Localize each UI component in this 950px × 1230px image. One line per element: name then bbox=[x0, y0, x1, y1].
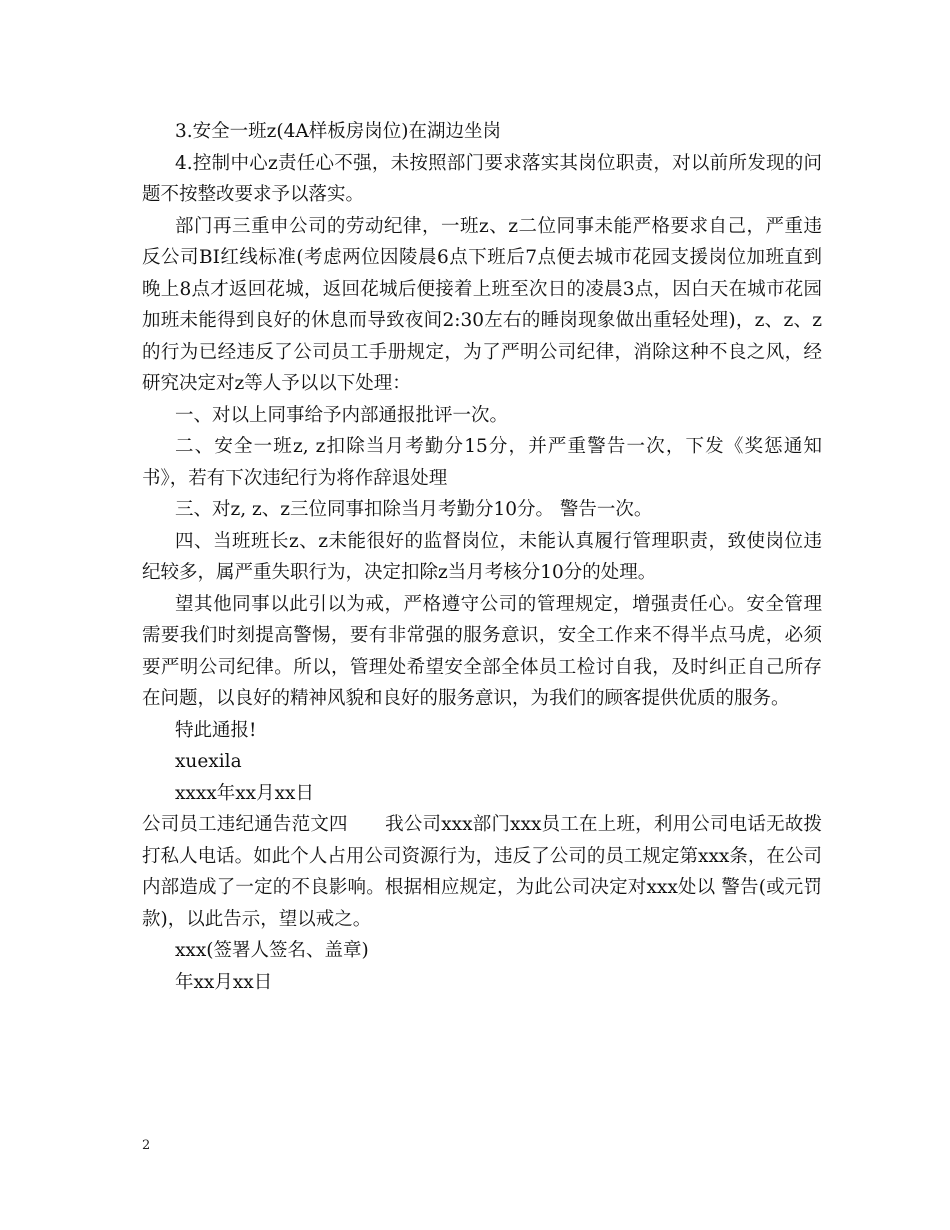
signature-date: xxxx年xx月xx日 bbox=[175, 782, 314, 804]
paragraph-sample-four: 公司员工违纪通告范文四 我公司xxx部门xxx员工在上班，利用公司电话无故拨打私人电话。如此个人占用公司资源行为，违反了公司的员工规定第xxx条，在公司内部造成了一定的不良影响。根据相应规定，为此公司决定对xxx处以 警告(或元罚款)，以此告示，望以戒之。 bbox=[142, 814, 822, 930]
signatory-date: 年xx月xx日 bbox=[175, 971, 273, 993]
paragraph-item-4: 4.控制中心z责任心不强，未按照部门要求落实其岗位职责，对以前所发现的问题不按整改要求予以落实。 bbox=[142, 152, 822, 205]
paragraph-decision-4: 四、当班班长z、z未能很好的监督岗位，未能认真履行管理职责，致使岗位违纪较多，属严重失职行为，决定扣除z当月考核分10分的处理。 bbox=[142, 530, 822, 583]
paragraph-item-3: 3.安全一班z(4A样板房岗位)在湖边坐岗 bbox=[175, 121, 501, 142]
paragraph-decision-1: 一、对以上同事给予内部通报批评一次。 bbox=[175, 404, 509, 426]
page-number: 2 bbox=[142, 1138, 151, 1153]
paragraph-warning: 望其他同事以此引以为戒，严格遵守公司的管理规定，增强责任心。安全管理需要我们时刻提高警惕，要有非常强的服务意识，安全工作来不得半点马虎，必须要严明公司纪律。所以，管理处希望安全部全体员工检讨自我，及时纠正自己所存在问题，以良好的精神风貌和良好的服务意识，为我们的顾客提供优质的服务。 bbox=[142, 593, 822, 709]
paragraph-decision-2: 二、安全一班z, z扣除当月考勤分15分，并严重警告一次，下发《奖惩通知书》，若有下次违纪行为将作辞退处理 bbox=[142, 436, 822, 489]
paragraph-decision-3: 三、对z, z、z三位同事扣除当月考勤分10分。 警告一次。 bbox=[175, 499, 653, 520]
document-body bbox=[142, 116, 822, 998]
paragraph-labor-discipline: 部门再三重申公司的劳动纪律，一班z、z二位同事未能严格要求自己，严重违反公司BI红线标准(考虑两位因陵晨6点下班后7点便去城市花园支援岗位加班直到晚上8点才返回花城，返回花城后便接着上班至次日的凌晨3点，因白天在城市花园加班未能得到良好的休息而导致夜间2:30左右的睡岗现象做出重轻处理)，z、z、z的行为已经违反了公司员工手册规定，为了严明公司纪律，消除这种不良之风，经研究决定对z等人予以以下处理： bbox=[142, 215, 822, 394]
signature-name: xuexila bbox=[175, 751, 242, 772]
signatory-line: xxx(签署人签名、盖章) bbox=[175, 940, 369, 961]
paragraph-notice-closing: 特此通报! bbox=[175, 719, 257, 741]
